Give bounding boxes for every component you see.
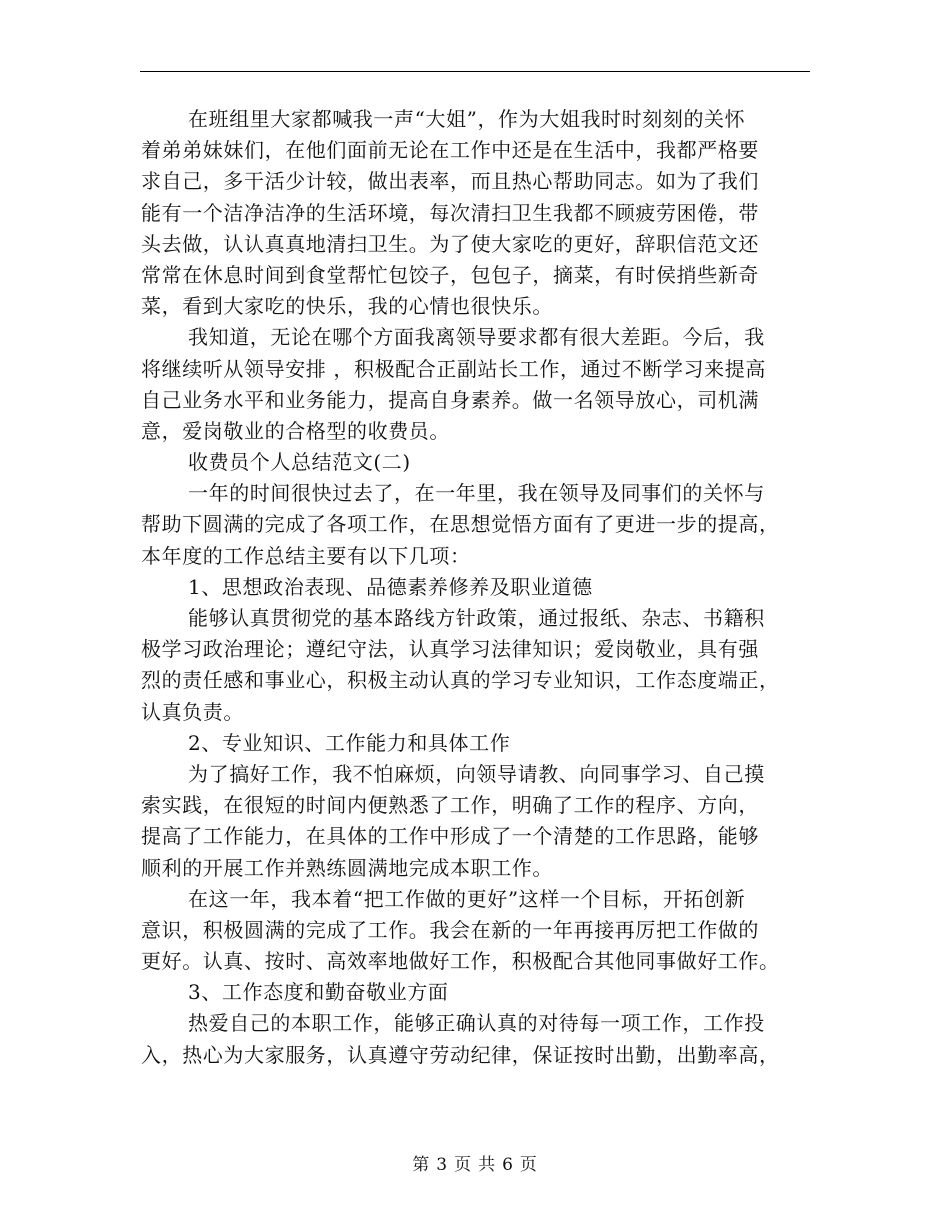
text-line: 为了搞好工作，我不怕麻烦，向领导请教、向同事学习、自己摸 xyxy=(188,761,765,786)
text-line: 头去做，认认真真地清扫卫生。为了使大家吃的更好，辞职信范文还 xyxy=(141,231,759,256)
text-line: 认真负责。 xyxy=(141,699,244,724)
text-line: 热爱自己的本职工作，能够正确认真的对待每一项工作，工作投 xyxy=(188,1011,765,1036)
text-line: 在这一年，我本着“把工作做的更好”这样一个目标，开拓创新 xyxy=(188,886,746,911)
text-line: 2、专业知识、工作能力和具体工作 xyxy=(188,730,511,755)
text-line: 意，爱岗敬业的合格型的收费员。 xyxy=(141,418,450,443)
text-line: 将继续听从领导安排 ，积极配合正副站长工作，通过不断学习来提高 xyxy=(141,356,766,381)
text-line: 菜，看到大家吃的快乐，我的心情也很快乐。 xyxy=(141,294,553,319)
page-number: 第 3 页 共 6 页 xyxy=(412,1155,538,1175)
text-line: 顺利的开展工作并熟练圆满地完成本职工作。 xyxy=(141,855,553,880)
text-line: 能有一个洁净洁净的生活环境，每次清扫卫生我都不顾疲劳困倦，带 xyxy=(141,200,759,225)
text-line: 本年度的工作总结主要有以下几项： xyxy=(141,543,471,568)
text-line: 一年的时间很快过去了，在一年里，我在领导及同事们的关怀与 xyxy=(188,481,765,506)
text-line: 自己业务水平和业务能力，提高自身素养。做一名领导放心，司机满 xyxy=(141,387,759,412)
text-line: 在班组里大家都喊我一声“大姐”，作为大姐我时时刻刻的关怀 xyxy=(188,107,746,131)
text-line: 入，热心为大家服务，认真遵守劳动纪律，保证按时出勤，出勤率高， xyxy=(141,1042,780,1067)
text-line: 意识，积极圆满的完成了工作。我会在新的一年再接再厉把工作做的 xyxy=(141,917,759,942)
text-line: 收费员个人总结范文(二) xyxy=(188,450,411,475)
text-line: 极学习政治理论；遵纪守法，认真学习法律知识；爱岗敬业，具有强 xyxy=(141,637,759,662)
text-line: 3、工作态度和勤奋敬业方面 xyxy=(188,980,449,1005)
text-line: 求自己，多干活少计较，做出表率，而且热心帮助同志。如为了我们 xyxy=(141,169,759,194)
text-line: 帮助下圆满的完成了各项工作，在思想觉悟方面有了更进一步的提高， xyxy=(141,512,780,537)
header-rule xyxy=(140,71,810,72)
text-line: 我知道，无论在哪个方面我离领导要求都有很大差距。今后，我 xyxy=(188,325,765,350)
document-body xyxy=(141,104,813,1071)
text-line: 烈的责任感和事业心，积极主动认真的学习专业知识，工作态度端正， xyxy=(141,668,780,693)
text-line: 更好。认真、按时、高效率地做好工作，积极配合其他同事做好工作。 xyxy=(141,949,780,974)
text-line: 着弟弟妹妹们，在他们面前无论在工作中还是在生活中，我都严格要 xyxy=(141,138,759,163)
text-line: 能够认真贯彻党的基本路线方针政策，通过报纸、杂志、书籍积 xyxy=(188,606,765,630)
text-line: 索实践，在很短的时间内便熟悉了工作，明确了工作的程序、方向， xyxy=(141,793,759,818)
text-line: 1、思想政治表现、品德素养修养及职业道德 xyxy=(188,574,593,599)
text-line: 提高了工作能力，在具体的工作中形成了一个清楚的工作思路，能够 xyxy=(141,824,759,849)
text-line: 常常在休息时间到食堂帮忙包饺子，包包子，摘菜，有时侯捎些新奇 xyxy=(141,262,759,287)
